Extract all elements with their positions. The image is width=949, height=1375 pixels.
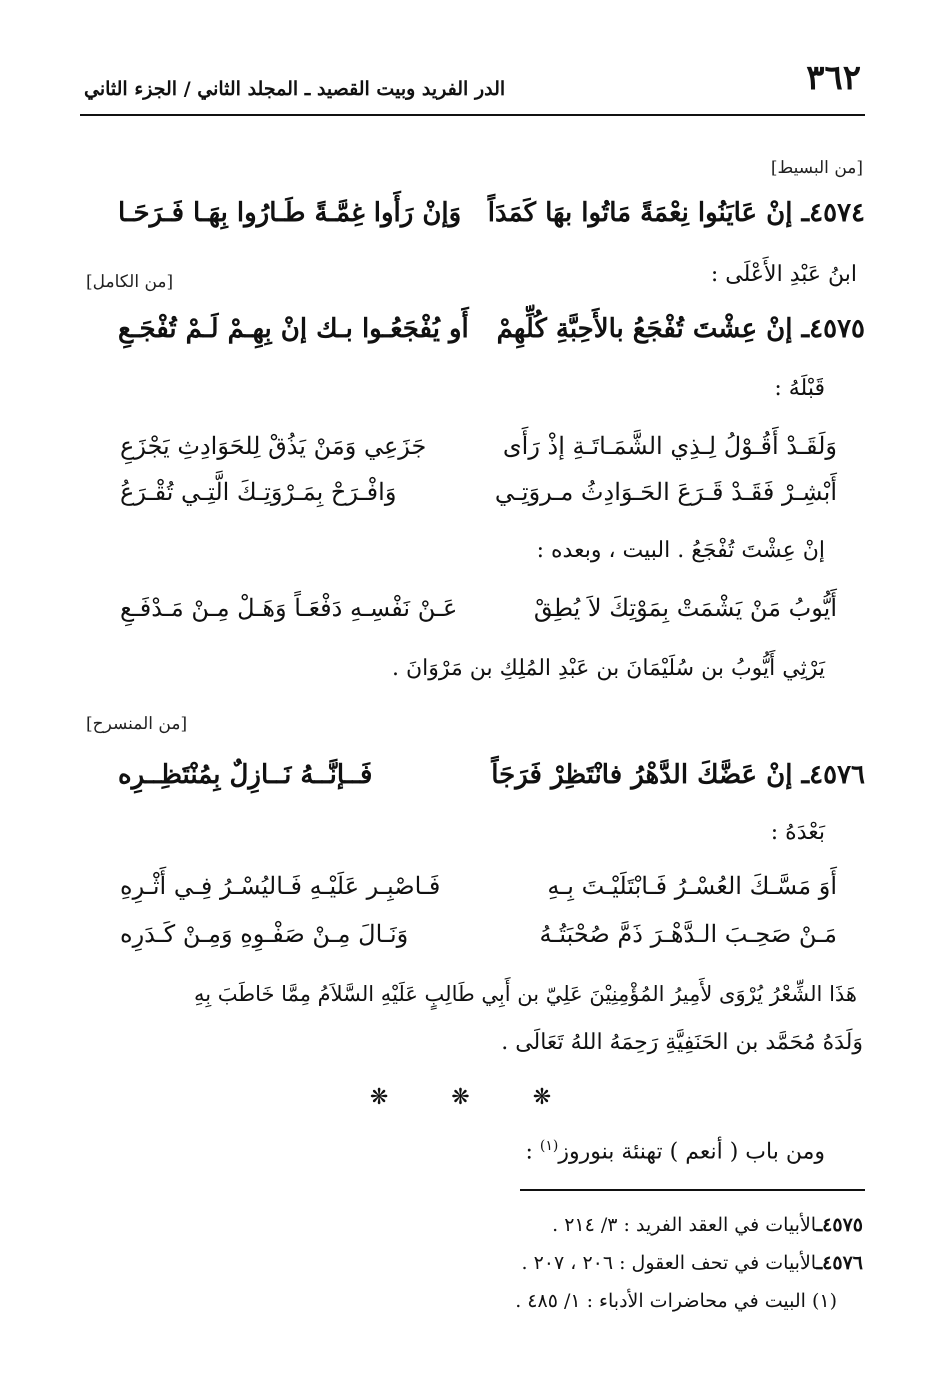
note-4576-line-1: هَذَا الشِّعْرُ يُرْوَى لأَمِيرُ المُؤْمِنِيْنَ عَلِيّ بن أَبِي طَالِبٍ عَلَيْهِ السَّلاَمُ مِمَّا خَاطَبَ بِهِ	[194, 982, 857, 1006]
page-number: ٣٦٢	[806, 58, 861, 98]
hemistich-text: إنْ عَايَنُوا نِعْمَةً مَاتُوا بهَا كَمَدَاً	[487, 198, 793, 228]
verse-4574-first-hemistich	[488, 198, 865, 228]
footnote-number: (١)	[811, 1290, 837, 1312]
verse-number: ٤٥٧٤ـ	[801, 198, 865, 228]
after-verse-4575-second-hemistich: عَـنْ نَفْسِـهِ دَفْعَـاً وَهَـلْ مِـنْ مَـدْفَـعِ	[120, 594, 458, 622]
verse-number: ٤٥٧٦ـ	[801, 760, 865, 790]
attribution-4575: ابنُ عَبْدِ الأَعْلَى :	[710, 262, 857, 287]
note-4576-line-2: وَلَدَهُ مُحَمَّد بن الحَنَفِيَّةِ رَحِمَهُ اللهُ تَعَالَى .	[501, 1030, 863, 1055]
before-verse-2	[100, 478, 865, 528]
verse-4576	[100, 760, 865, 810]
footnote-4576	[522, 1252, 864, 1274]
verse-4574-second-hemistich: وَإنْ رَأَوا غِمَّـةً طَـارُوا بِهَـا فَـرَحَـا	[118, 198, 462, 228]
after-label-4576: بَعْدَهُ :	[770, 820, 825, 845]
after-verse-4576-1	[100, 872, 865, 922]
after-intro-4575: إنْ عِشْتَ تُفْجَعُ . البيت ، وبعده :	[536, 538, 825, 563]
footnote-1	[515, 1290, 837, 1312]
footnote-text: الأبيات في تحف العقول : ٢٠٦ ، ٢٠٧ .	[521, 1252, 817, 1274]
footnote-4575	[552, 1214, 863, 1236]
meter-label-4576: [من المنسرح]	[86, 714, 188, 734]
meter-label-4575: [من الكامل]	[86, 272, 174, 292]
after-verse-4575-first-hemistich: أَيُّوبُ مَنْ يَشْمَتْ بِمَوْتِكَ لاَ يُطِقْ	[533, 594, 837, 622]
footnote-reference[interactable]: (١)	[539, 1138, 559, 1154]
before-verse-1	[100, 432, 865, 482]
before-verse-2-first-hemistich: أَبْشِـرْ فَقَـدْ قَـرَعَ الحَـوَادِثُ مـروَتِـي	[494, 478, 837, 506]
footnote-number: ٤٥٧٦ـ	[816, 1252, 863, 1274]
meter-label-4574: [من البسيط]	[770, 158, 863, 178]
footnote-text: الأبيات في العقد الفريد : ٣/ ٢١٤ .	[552, 1214, 817, 1236]
before-verse-1-second-hemistich: جَزَعِي وَمَنْ يَذُقْ لِلحَوَادِثِ يَجْزَعِ	[120, 432, 427, 460]
note-4575: يَرْثِي أَيُّوبُ بن سُلَيْمَانَ بن عَبْدِ المُلِكِ بن مَرْوَانَ .	[392, 656, 825, 681]
before-verse-2-second-hemistich: وَافْـرَحْ بِمَـرْوَتِـكَ الَّتِـي تُقْـرَعُ	[120, 478, 397, 506]
section-separator: ❋ ❋ ❋	[369, 1085, 580, 1110]
hemistich-text: إنْ عَضَّكَ الدَّهْرُ فانْتَظِرْ فَرَجَاً	[491, 760, 793, 790]
footnote-number: ٤٥٧٥ـ	[816, 1214, 863, 1236]
footnote-divider	[520, 1189, 865, 1191]
verse-number: ٤٥٧٥ـ	[801, 314, 865, 344]
header-divider	[80, 114, 865, 116]
verse-4574	[100, 198, 865, 248]
verse-4575-second-hemistich: أَو يُفْجَعُـوا بـك إنْ بِهِـمْ لَـمْ تُفْجَـعِ	[118, 314, 469, 344]
verse-4575	[100, 314, 865, 364]
footnote-text: البيت في محاضرات الأدباء : ١/ ٤٨٥ .	[515, 1290, 812, 1312]
hemistich-text: إنْ عِشْتَ تُفْجَعُ بالأَحِبَّةِ كُلِّهِمْ	[496, 314, 793, 344]
after-verse-4576-1-first-hemistich: أَوَ مَسَّـكَ العُسْـرُ فَـابْتَلَيْـتَ بِـهِ	[547, 872, 837, 900]
running-title: الدر الفريد وبيت القصيد ـ المجلد الثاني / الجزء الثاني	[84, 78, 506, 100]
before-label-4575: قَبْلَهُ :	[774, 376, 825, 401]
verse-4576-first-hemistich	[491, 760, 865, 790]
chapter-intro	[525, 1138, 825, 1164]
verse-4576-second-hemistich: فَــإنَّــهُ نَــازِلٌ بِمُنْتَظِــرِه	[118, 760, 373, 790]
after-verse-4576-1-second-hemistich: فَـاصْبِـر عَلَيْـهِ فَـاليُسْـرُ فِـي أَثْـرِهِ	[120, 872, 441, 900]
verse-4575-first-hemistich	[497, 314, 865, 344]
before-verse-1-first-hemistich: وَلَقَـدْ أَقُـوْلُ لِـذِي الشَّمَـاتَـةِ إذْ رَأَى	[502, 432, 837, 460]
after-verse-4576-2-first-hemistich: مَـنْ صَحِـبَ الـدَّهْـرَ ذَمَّ صُحْبَتُـهُ	[539, 920, 837, 948]
chapter-intro-text: ومن باب ( أنعم ) تهنئة بنوروز	[558, 1139, 825, 1165]
after-verse-4575	[100, 594, 865, 644]
after-verse-4576-2	[100, 920, 865, 970]
chapter-intro-tail: :	[525, 1139, 540, 1165]
after-verse-4576-2-second-hemistich: وَنَـالَ مِـنْ صَفْـوِهِ وَمِـنْ كَـدَرِه	[120, 920, 409, 948]
